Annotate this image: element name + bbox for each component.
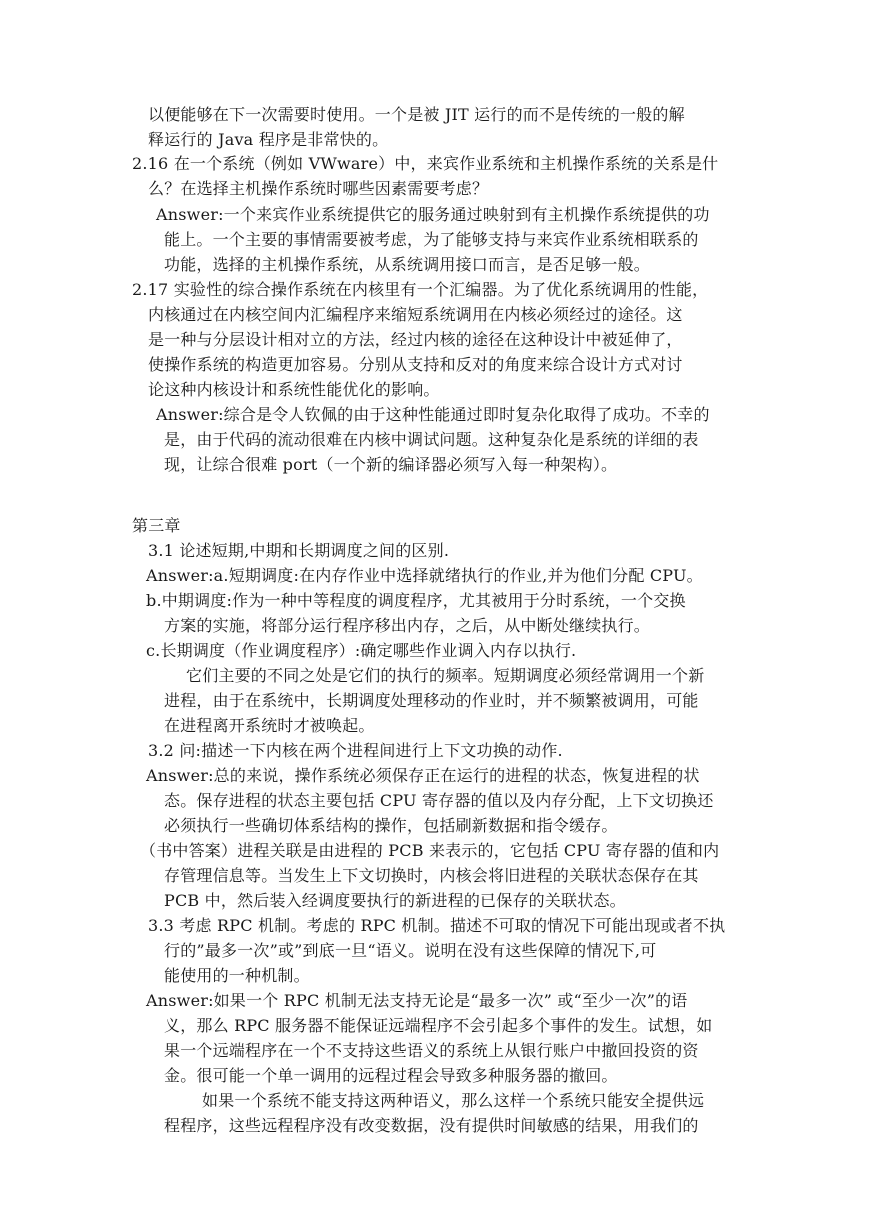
text-line: c.长期调度（作业调度程序）:确定哪些作业调入内存以执行.: [146, 641, 577, 660]
text-line: 果一个远端程序在一个不支持这些语义的系统上从银行账户中撤回投资的资: [164, 1041, 699, 1060]
book-answer-3-2: （书中答案）进程关联是由进程的 PCB 来表示的，它包括 CPU 寄存器的值和内: [140, 841, 720, 860]
question-3-1: 3.1 论述短期,中期和长期调度之间的区别.: [148, 541, 450, 560]
text-line: 使操作系统的构造更加容易。分别从支持和反对的角度来综合设计方式对讨: [148, 355, 683, 374]
text-line: 论这种内核设计和系统性能优化的影响。: [148, 380, 440, 399]
text-line: 行的”最多一次”或”到底一旦“语义。说明在没有这些保障的情况下,可: [164, 941, 657, 960]
question-3-2: 3.2 问:描述一下内核在两个进程间进行上下文功换的动作.: [148, 741, 563, 760]
answer-3-3: Answer:如果一个 RPC 机制无法支持无论是“最多一次” 或“至少一次”的语: [146, 991, 688, 1010]
answer-2-16: Answer:一个来宾作业系统提供它的服务通过映射到有主机操作系统提供的功: [156, 205, 710, 224]
text-line: 能使用的一种机制。: [164, 966, 310, 985]
text-line: 内核通过在内核空间内汇编程序来缩短系统调用在内核必须经过的途径。这: [148, 305, 683, 324]
text-line: 功能，选择的主机操作系统，从系统调用接口而言，是否足够一般。: [164, 255, 651, 274]
text-line: 释运行的 Java 程序是非常快的。: [148, 130, 389, 149]
text-line: b.中期调度:作为一种中等程度的调度程序，尤其被用于分时系统，一个交换: [146, 591, 686, 610]
text-line: 必须执行一些确切体系结构的操作，包括刷新数据和指令缓存。: [164, 816, 618, 835]
text-line: PCB 中，然后装入经调度要执行的新进程的已保存的关联状态。: [164, 891, 626, 910]
text-line: 义，那么 RPC 服务器不能保证远端程序不会引起多个事件的发生。试想，如: [164, 1016, 713, 1035]
text-line: 以便能够在下一次需要时使用。一个是被 JIT 运行的而不是传统的一般的解: [148, 105, 685, 124]
question-2-17: 2.17 实验性的综合操作系统在内核里有一个汇编器。为了优化系统调用的性能，: [132, 280, 709, 299]
text-line: 方案的实施，将部分运行程序移出内存，之后，从中断处继续执行。: [164, 616, 651, 635]
text-line: 存管理信息等。当发生上下文切换时，内核会将旧进程的关联状态保存在其: [164, 866, 699, 885]
question-3-3: 3.3 考虑 RPC 机制。考虑的 RPC 机制。描述不可取的情况下可能出现或者不执: [148, 916, 726, 935]
text-line: 在进程离开系统时才被唤起。: [164, 716, 375, 735]
text-line: 金。很可能一个单一调用的远程过程会导致多种服务器的撤回。: [164, 1066, 618, 1085]
text-line: 它们主要的不同之处是它们的执行的频率。短期调度必须经常调用一个新: [186, 666, 705, 685]
text-line: 现，让综合很难 port（一个新的编译器必须写入每一种架构）。: [164, 455, 618, 474]
answer-3-1: Answer:a.短期调度:在内存作业中选择就绪执行的作业,并为他们分配 CPU。: [146, 566, 703, 585]
text-line: 如果一个系统不能支持这两种语义，那么这样一个系统只能安全提供远: [202, 1091, 705, 1110]
text-line: 态。保存进程的状态主要包括 CPU 寄存器的值以及内存分配，上下文切换还: [164, 791, 714, 810]
chapter-heading: 第三章: [132, 516, 181, 535]
text-line: 是一种与分层设计相对立的方法，经过内核的途径在这种设计中被延伸了，: [148, 330, 683, 349]
text-line: 进程，由于在系统中，长期调度处理移动的作业时，并不频繁被调用，可能: [164, 691, 699, 710]
text-line: 能上。一个主要的事情需要被考虑，为了能够支持与来宾作业系统相联系的: [164, 230, 699, 249]
text-line: 是，由于代码的流动很难在内核中调试问题。这种复杂化是系统的详细的表: [164, 430, 699, 449]
question-2-16: 2.16 在一个系统（例如 VWware）中，来宾作业系统和主机操作系统的关系是什: [132, 154, 719, 173]
answer-3-2: Answer:总的来说，操作系统必须保存正在运行的进程的状态，恢复进程的状: [146, 766, 700, 785]
text-line: 么？在选择主机操作系统时哪些因素需要考虑？: [148, 179, 489, 198]
text-line: 程程序，这些远程程序没有改变数据，没有提供时间敏感的结果，用我们的: [164, 1116, 699, 1135]
answer-2-17: Answer:综合是令人钦佩的由于这种性能通过即时复杂化取得了成功。不幸的: [156, 405, 710, 424]
